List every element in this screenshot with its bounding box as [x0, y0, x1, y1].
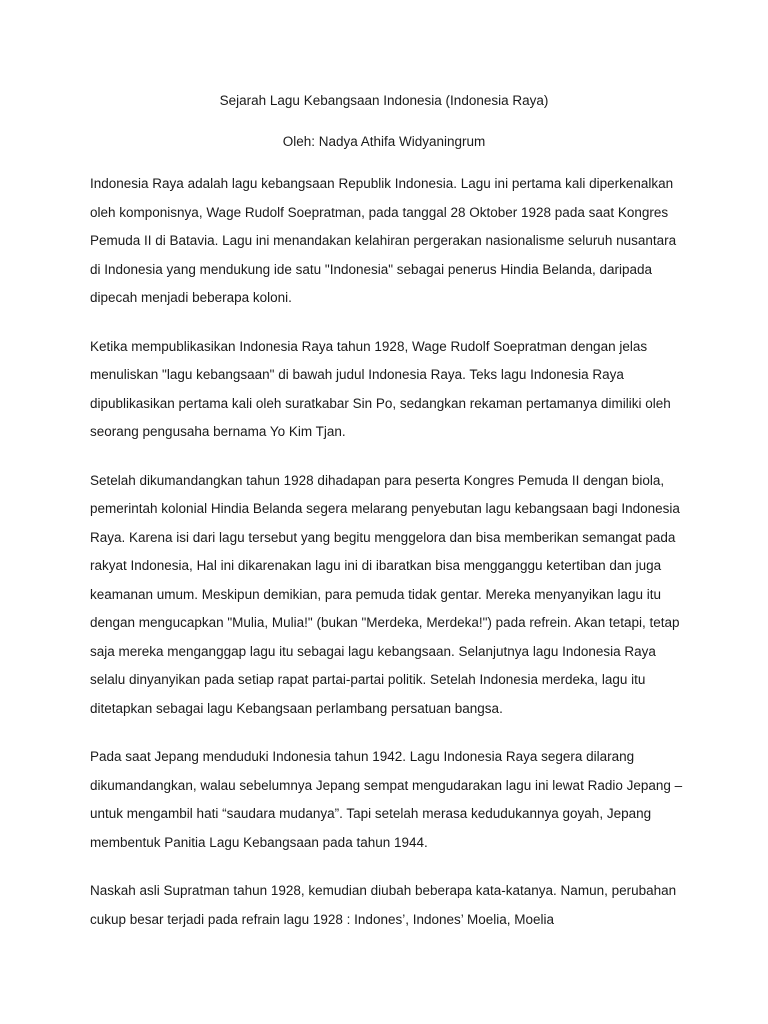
paragraph-1: Indonesia Raya adalah lagu kebangsaan Republik Indonesia. Lagu ini pertama kali diperkenalkan oleh komponisnya, Wage Rudolf Soepratman, pada tanggal 28 Oktober 1928 pada saat Kongres Pemuda II di Batavia. Lagu ini menandakan kelahiran pergerakan nasionalisme seluruh nusantara di Indonesia yang mendukung ide satu "Indonesia" sebagai penerus Hindia Belanda, daripada dipecah menjadi beberapa koloni.: [90, 176, 677, 305]
paragraph-5: Naskah asli Supratman tahun 1928, kemudian diubah beberapa kata-katanya. Namun, perubahan cukup besar terjadi pada refrain lagu 1928 : Indones’, Indones’ Moelia, Moelia: [90, 883, 677, 927]
paragraph-3: Setelah dikumandangkan tahun 1928 dihadapan para peserta Kongres Pemuda II dengan biola, pemerintah kolonial Hindia Belanda segera melarang penyebutan lagu kebangsaan bagi Indonesia Raya. Karena isi dari lagu tersebut yang begitu menggelora dan bisa memberikan semangat pada rakyat Indonesia, Hal ini dikarenakan lagu ini di ibaratkan bisa mengganggu ketertiban dan juga keamanan umum. Meskipun demikian, para pemuda tidak gentar. Mereka menyanyikan lagu itu dengan mengucapkan "Mulia, Mulia!" (bukan "Merdeka, Merdeka!") pada refrein. Akan tetapi, tetap saja mereka menganggap lagu itu sebagai lagu kebangsaan. Selanjutnya lagu Indonesia Raya selalu dinyanyikan pada setiap rapat partai-partai politik. Setelah Indonesia merdeka, lagu itu ditetapkan sebagai lagu Kebangsaan perlambang persatuan bangsa.: [90, 472, 680, 716]
document-title: Sejarah Lagu Kebangsaan Indonesia (Indonesia Raya): [219, 93, 549, 108]
paragraph-2: Ketika mempublikasikan Indonesia Raya tahun 1928, Wage Rudolf Soepratman dengan jelas menuliskan "lagu kebangsaan" di bawah judul Indonesia Raya. Teks lagu Indonesia Raya dipublikasikan pertama kali oleh suratkabar Sin Po, sedangkan rekaman pertamanya dimiliki oleh seorang pengusaha bernama Yo Kim Tjan.: [90, 338, 671, 439]
document-author: Oleh: Nadya Athifa Widyaningrum: [282, 134, 486, 149]
paragraph-4: Pada saat Jepang menduduki Indonesia tahun 1942. Lagu Indonesia Raya segera dilarang dikumandangkan, walau sebelumnya Jepang sempat mengudarakan lagu ini lewat Radio Jepang – untuk mengambil hati “saudara mudanya”. Tapi setelah merasa kedudukannya goyah, Jepang membentuk Panitia Lagu Kebangsaan pada tahun 1944.: [90, 749, 683, 850]
document-body: [90, 170, 685, 954]
